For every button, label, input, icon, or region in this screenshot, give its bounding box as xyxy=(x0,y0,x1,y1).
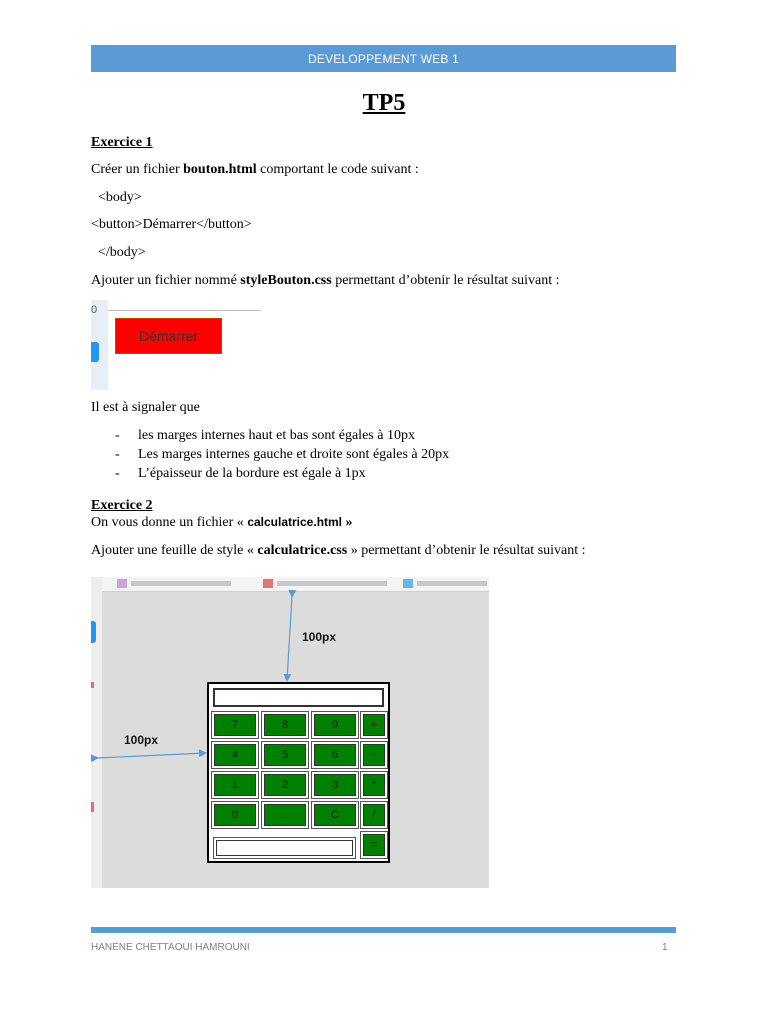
key-cell xyxy=(261,741,309,769)
calculator-display[interactable] xyxy=(213,688,384,707)
key-4[interactable]: 4 xyxy=(214,744,256,766)
header-title: DEVELOPPEMENT WEB 1 xyxy=(308,51,459,66)
key-0[interactable]: 0 xyxy=(214,804,256,826)
key-cell xyxy=(211,771,259,799)
code-line-body-open: <body> xyxy=(98,190,142,205)
list-item: - les marges internes haut et bas sont égales à 10px xyxy=(115,428,415,443)
key-cell xyxy=(311,771,359,799)
key-8[interactable]: 8 xyxy=(264,714,306,736)
key-cell xyxy=(311,801,359,829)
key-1[interactable]: 1 xyxy=(214,774,256,796)
demarrer-button[interactable]: Démarrer xyxy=(115,318,222,354)
browser-side-tab xyxy=(91,342,99,362)
key-cell xyxy=(360,801,388,829)
exercise1-instruction-filename: styleBouton.css xyxy=(240,273,332,288)
calculator xyxy=(207,682,390,863)
exercise2-instruction-filename: calculatrice.css xyxy=(257,543,348,558)
key-clear[interactable]: C xyxy=(314,804,356,826)
exercise2-given: On vous donne un fichier « calculatrice.html » xyxy=(91,515,353,530)
footer-band xyxy=(91,927,676,933)
footer-author: HANENE CHETTAOUI HAMROUNI xyxy=(91,942,250,953)
key-6[interactable]: 6 xyxy=(314,744,356,766)
key-cell xyxy=(360,711,388,739)
exercise1-intro-filename: bouton.html xyxy=(183,162,257,177)
edge-mark: 0 xyxy=(91,304,98,316)
exercise2-instruction: Ajouter une feuille de style « calculatrice.css » permettant d’obtenir le résultat suivant : xyxy=(91,543,586,558)
key-minus[interactable]: - xyxy=(363,744,385,766)
header-band xyxy=(91,45,676,72)
page-title: TP5 xyxy=(362,90,406,116)
exercise1-heading: Exercice 1 xyxy=(91,135,153,150)
left-margin-arrow xyxy=(97,753,205,758)
key-cell xyxy=(211,801,259,829)
code-line-button: <button>Démarrer</button> xyxy=(91,217,252,232)
key-2[interactable]: 2 xyxy=(264,774,306,796)
result-field[interactable] xyxy=(213,837,356,859)
browser-divider xyxy=(108,310,261,311)
key-9[interactable]: 9 xyxy=(314,714,356,736)
left-margin-label: 100px xyxy=(124,733,159,747)
top-margin-label: 100px xyxy=(302,630,337,644)
key-5[interactable]: 5 xyxy=(264,744,306,766)
key-multiply[interactable]: * xyxy=(363,774,385,796)
top-margin-arrow xyxy=(287,596,292,680)
exercise2-heading: Exercice 2 xyxy=(91,498,153,513)
exercise1-instruction: Ajouter un fichier nommé styleBouton.css permettant d’obtenir le résultat suivant : xyxy=(91,273,560,288)
exercise1-intro: Créer un fichier bouton.html comportant le code suivant : xyxy=(91,162,419,177)
requirements-list xyxy=(115,428,565,485)
key-cell xyxy=(261,801,309,829)
key-3[interactable]: 3 xyxy=(314,774,356,796)
exercise1-note: Il est à signaler que xyxy=(91,400,200,415)
key-cell xyxy=(360,771,388,799)
key-cell xyxy=(311,741,359,769)
list-item: - Les marges internes gauche et droite sont égales à 20px xyxy=(115,447,450,462)
key-7[interactable]: 7 xyxy=(214,714,256,736)
key-cell xyxy=(211,741,259,769)
button-result-screenshot xyxy=(91,300,261,390)
key-divide[interactable]: / xyxy=(363,804,385,826)
key-equals[interactable]: = xyxy=(363,834,385,856)
code-line-body-close: </body> xyxy=(98,245,146,260)
calculator-result-screenshot xyxy=(91,577,489,888)
key-cell xyxy=(360,831,388,859)
key-dot[interactable]: . xyxy=(264,804,306,826)
key-cell xyxy=(311,711,359,739)
result-field-inner xyxy=(216,840,353,856)
page-number: 1 xyxy=(662,942,668,953)
exercise2-given-filename: calculatrice.html xyxy=(247,515,343,529)
key-cell xyxy=(211,711,259,739)
key-plus[interactable]: + xyxy=(363,714,385,736)
key-cell xyxy=(360,741,388,769)
key-cell xyxy=(261,711,309,739)
key-cell xyxy=(261,771,309,799)
list-item: - L’épaisseur de la bordure est égale à 1px xyxy=(115,466,366,481)
